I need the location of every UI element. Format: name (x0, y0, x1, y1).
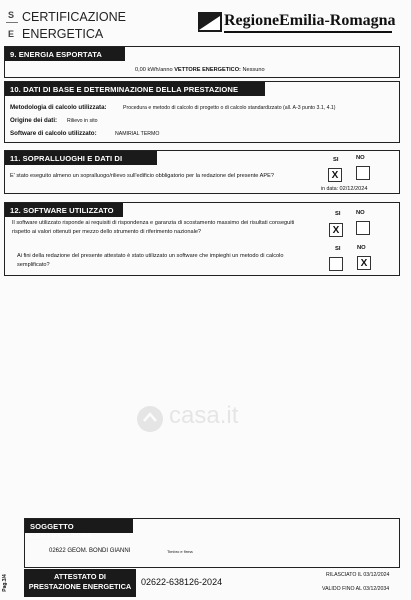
region-logo (198, 12, 394, 34)
q1-no-label: NO (356, 210, 365, 216)
section-10-title: 10. DATI DI BASE E DETERMINAZIONE DELLA PRESTAZIONE ENERGETICA (5, 82, 265, 96)
section-10 (4, 81, 400, 143)
valid-until (322, 586, 389, 592)
issued-label: RILASCIATO IL (326, 572, 362, 578)
carrier-label: VETTORE ENERGETICO: (174, 67, 241, 73)
cert-title-line1: CERTIFICAZIONE (22, 10, 126, 24)
survey-no-checkbox[interactable] (356, 166, 370, 180)
exported-energy-value: 0,00 (135, 67, 146, 73)
emblem-letter-s: S (8, 10, 15, 20)
exported-energy-line (135, 67, 265, 73)
software-label: Software di calcolo utilizzato: (10, 130, 97, 137)
method-value: Procedura e metodo di calcolo di progetto o di calcolo standardizzato (all. A-3 punto 3.1, 4.1) (123, 105, 336, 111)
attestato-line2: PRESTAZIONE ENERGETICA (28, 582, 132, 591)
exported-energy-unit: kWh/anno (147, 67, 173, 73)
cert-title-line2: ENERGETICA (22, 27, 104, 41)
survey-no-label: NO (356, 155, 365, 161)
survey-yes-label: SI (333, 157, 339, 163)
q1-yes-checkbox[interactable]: X (329, 223, 343, 237)
data-origin-label: Origine dei dati: (10, 117, 58, 124)
cert-emblem (6, 8, 20, 44)
software-question-2: Ai fini della redazione del presente attestato è stato utilizzato un software che impieghi un metodo di calcolo semplificato? (17, 253, 284, 268)
issued-date (326, 572, 389, 578)
q2-no-label: NO (357, 245, 366, 251)
q2-yes-checkbox[interactable] (329, 257, 343, 271)
software-question-1: Il software utilizzato risponde ai requisiti di rispondenza e garanzia di scostamento massimo dei risultati conseguiti rispetto ai valori ottenuti per mezzo dello strumento di riferimento nazionale? (12, 220, 295, 235)
stamp-label: Timbro e firma (167, 549, 193, 554)
emblem-letter-e: E (8, 29, 15, 39)
valid-label: VALIDO FINO AL (322, 586, 362, 592)
issued-value: 03/12/2024 (363, 572, 390, 578)
watermark-logo-icon (135, 404, 165, 434)
attestato-line1: ATTESTATO DI (53, 572, 106, 581)
survey-question: E' stato eseguito almeno un sopralluogo/rilievo sull'edificio obbligatorio per la redazione del presente APE? (10, 173, 274, 179)
watermark-text: casa.it (169, 402, 239, 429)
software-value: NAMIRIAL TERMO (115, 131, 160, 137)
watermark (135, 398, 285, 438)
attestato-box (24, 569, 136, 597)
region-name: RegioneEmilia-Romagna (224, 12, 396, 29)
certificate-code: 02622-638126-2024 (141, 577, 223, 587)
q2-no-checkbox[interactable]: X (357, 256, 371, 270)
survey-date-value: 02/12/2024 (339, 186, 368, 192)
region-flag-icon (198, 12, 222, 32)
section-9 (4, 46, 400, 78)
section-12-title: 12. SOFTWARE UTILIZZATO (5, 203, 123, 217)
section-9-title: 9. ENERGIA ESPORTATA (5, 47, 125, 61)
section-12 (4, 202, 400, 276)
q2-yes-label: SI (335, 246, 341, 252)
q1-yes-label: SI (335, 211, 341, 217)
q1-no-checkbox[interactable] (356, 221, 370, 235)
data-origin-value: Rilievo in sito (67, 118, 98, 124)
survey-date-label: in data: (321, 186, 339, 192)
carrier-value: Nessuno (242, 67, 265, 73)
section-11-title: 11. SOPRALLUOGHI E DATI DI INGRESSO (5, 151, 157, 165)
certifier-name: 02622 GEOM. BONDI GIANNI (49, 548, 131, 554)
valid-value: 03/12/2034 (363, 586, 390, 592)
section-11 (4, 150, 400, 194)
soggetto-section (24, 518, 400, 568)
method-label: Metodologia di calcolo utilizzata: (10, 104, 107, 111)
soggetto-title: SOGGETTO CERTIFICATORE (25, 519, 133, 533)
survey-yes-checkbox[interactable]: X (328, 168, 342, 182)
page-number: Pag.3/4 (1, 574, 8, 592)
survey-date (321, 186, 367, 192)
